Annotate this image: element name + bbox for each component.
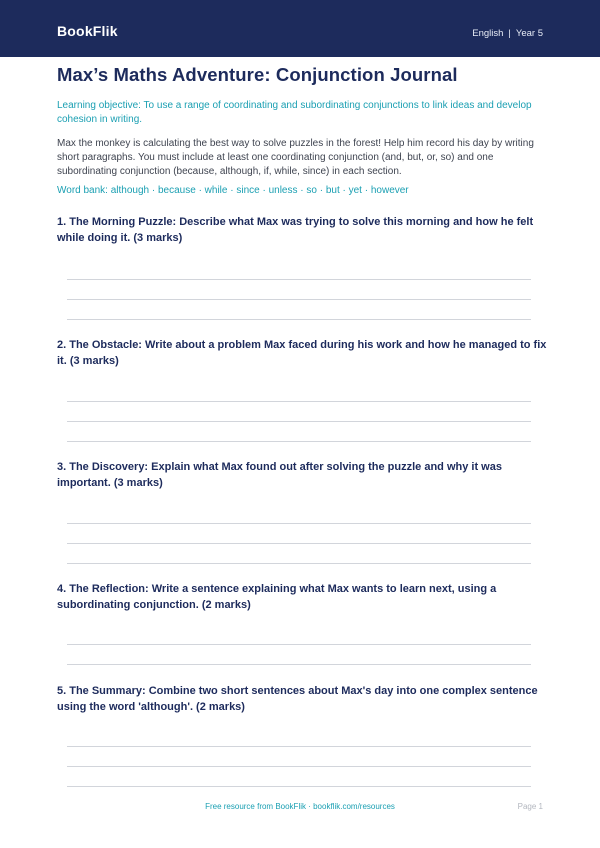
header-bar bbox=[0, 0, 600, 57]
subject-label: English bbox=[472, 28, 504, 39]
answer-line[interactable] bbox=[67, 523, 531, 524]
question-prompt: 3. The Discovery: Explain what Max found out after solving the puzzle and why it was important. (3 marks) bbox=[57, 461, 502, 489]
page-number: Page 1 bbox=[517, 802, 543, 811]
answer-line[interactable] bbox=[67, 786, 531, 787]
answer-line[interactable] bbox=[67, 421, 531, 422]
answer-line[interactable] bbox=[67, 401, 531, 402]
learning-objective: Learning objective: To use a range of coordinating and subordinating conjunctions to link ideas and develop cohesion in writing. bbox=[57, 100, 532, 125]
question-prompt: 1. The Morning Puzzle: Describe what Max was trying to solve this morning and how he felt while doing it. (3 marks) bbox=[57, 216, 534, 244]
meta-separator: | bbox=[508, 28, 511, 39]
subject-year-label bbox=[472, 28, 543, 39]
answer-line[interactable] bbox=[67, 279, 531, 280]
worksheet-title: Max’s Maths Adventure: Conjunction Journal bbox=[57, 64, 458, 85]
question-prompt: 4. The Reflection: Write a sentence explaining what Max wants to learn next, using a subordinating conjunction. (2 marks) bbox=[57, 583, 497, 611]
answer-line[interactable] bbox=[67, 441, 531, 442]
answer-line[interactable] bbox=[67, 319, 531, 320]
word-bank: Word bank: although · because · while · since · unless · so · but · yet · however bbox=[57, 185, 409, 196]
intro-paragraph: Max the monkey is calculating the best way to solve puzzles in the forest! Help him record his day by writing short paragraphs. You must include at least one coordinating conjunction (and, but, or, so) and one subordinating conjunction (because, although, if, while, since) in each section. bbox=[57, 138, 534, 177]
brand-logo-text: BookFlik bbox=[57, 23, 118, 39]
answer-line[interactable] bbox=[67, 543, 531, 544]
answer-line[interactable] bbox=[67, 664, 531, 665]
answer-line[interactable] bbox=[67, 644, 531, 645]
question-prompt: 5. The Summary: Combine two short sentences about Max's day into one complex sentence using the word 'although'. (2 marks) bbox=[57, 685, 538, 713]
year-label: Year 5 bbox=[515, 28, 543, 39]
footer-credit: Free resource from BookFlik · bookflik.com/resources bbox=[205, 802, 395, 811]
answer-line[interactable] bbox=[67, 563, 531, 564]
answer-line[interactable] bbox=[67, 766, 531, 767]
answer-line[interactable] bbox=[67, 299, 531, 300]
answer-line[interactable] bbox=[67, 746, 531, 747]
question-prompt: 2. The Obstacle: Write about a problem Max faced during his work and how he managed to fix it. (3 marks) bbox=[57, 339, 547, 367]
